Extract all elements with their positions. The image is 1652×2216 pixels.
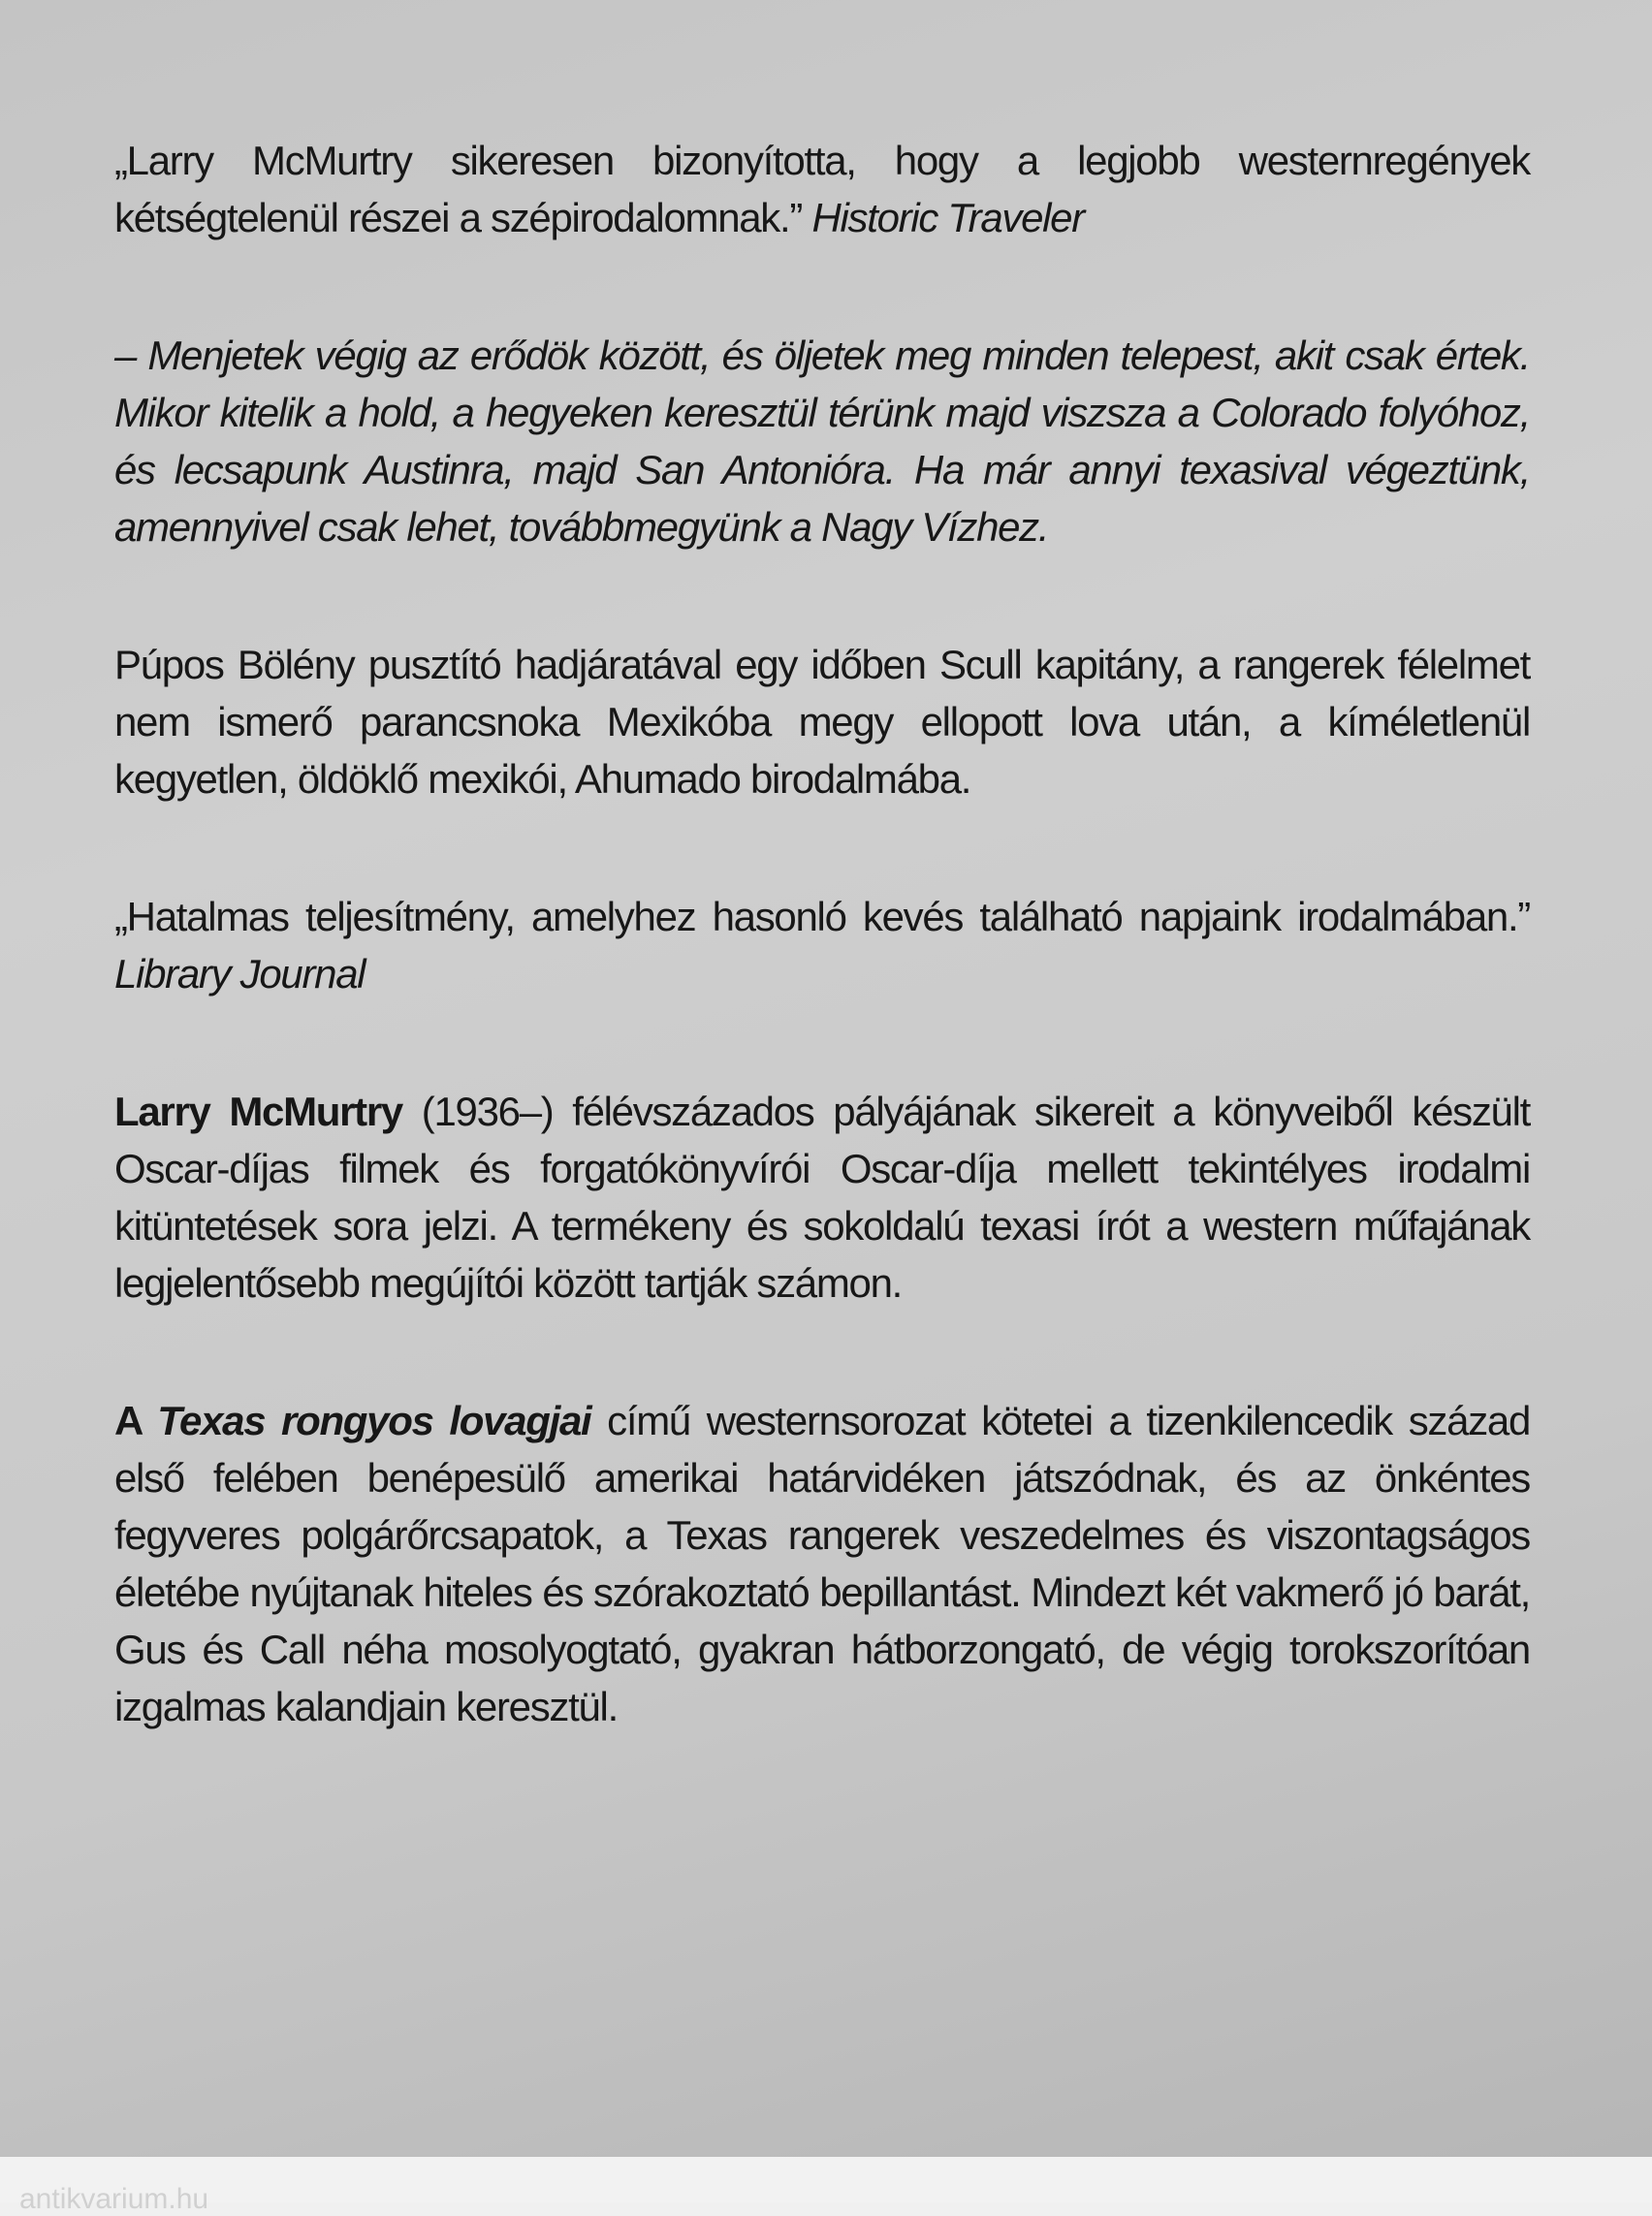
blurb-text	[114, 132, 1530, 1735]
author-name: Larry McMurtry	[114, 1089, 402, 1134]
series-description	[114, 1392, 1530, 1735]
quote-source: Historic Traveler	[811, 195, 1084, 240]
author-bio	[114, 1083, 1530, 1312]
plot-synopsis: Púpos Bölény pusztító hadjáratával egy időben Scull kapitány, a rangerek félelmet nem ismerő parancsnoka Mexikóba megy ellopott lova után, a kíméletlenül kegyetlen, öldöklő mexikói, Ahumado birodalmába.	[114, 642, 1530, 802]
series-text: című westernsorozat kötetei a tizenkilencedik század első felében benépesülő amerikai határvidéken játszódnak, és az önkéntes fegyveres polgárőrcsapatok, a Texas rangerek veszedelmes és viszontagságos életébe nyújtanak hiteles és szórakoztató bepillantást. Mindezt két vakmerő jó barát, Gus és Call néha mosolyogtató, gyakran hátborzongató, de végig torokszorítóan izgalmas kalandjain keresztül.	[114, 1398, 1531, 1729]
quote-source: Library Journal	[114, 951, 365, 997]
quote-text: „Larry McMurtry sikeresen bizonyította, hogy a legjobb westernregények kétségtelenül részei a szépirodalomnak.”	[114, 138, 1530, 240]
series-title: Texas rongyos lovagjai	[157, 1398, 591, 1443]
quote-text: „Hatalmas teljesítmény, amelyhez hasonló kevés található napjaink irodalmában.”	[114, 894, 1530, 939]
author-bio-text: (1936–) félévszázados pályájának sikereit a könyveiből készült Oscar-díjas filmek és forgatókönyvírói Oscar-díja mellett tekintélyes irodalmi kitüntetések sora jelzi. A termékeny és sokoldalú texasi írót a western műfajának legjelentősebb megújítói között tartják számon.	[114, 1089, 1530, 1306]
review-quote-library-journal	[114, 888, 1530, 1002]
watermark: antikvarium.hu	[19, 2183, 209, 2215]
book-excerpt: – Menjetek végig az erődök között, és öljetek meg minden telepest, akit csak értek. Mikor kitelik a hold, a hegyeken keresztül térünk majd viszsza a Colorado folyóhoz, és lecsapunk Austinra, majd San Antonióra. Ha már annyi texasival végeztünk, amennyivel csak lehet, továbbmegyünk a Nagy Vízhez.	[114, 332, 1530, 550]
series-prefix: A	[114, 1398, 158, 1443]
review-quote-historic-traveler	[114, 132, 1530, 246]
page-bottom-strip	[0, 2157, 1652, 2202]
